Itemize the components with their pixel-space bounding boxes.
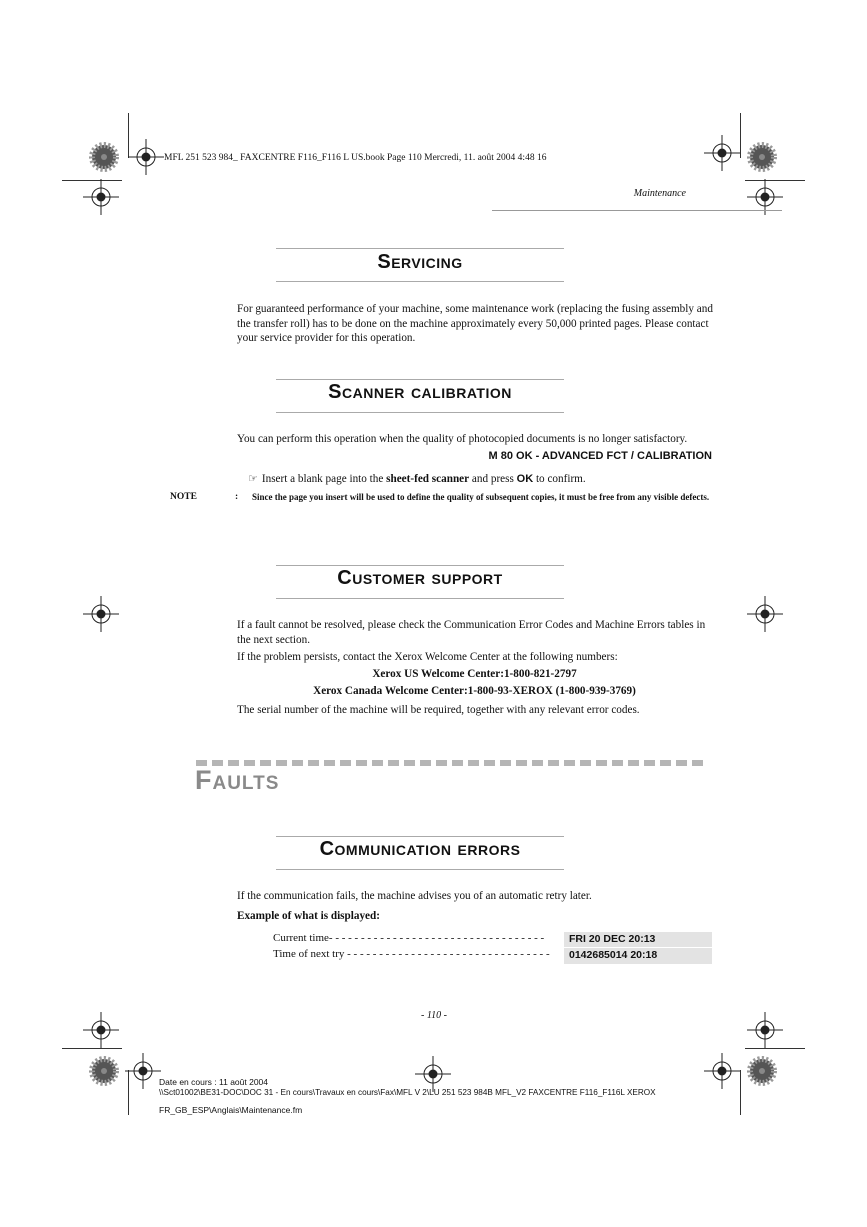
section-title-servicing: Servicing <box>377 251 463 273</box>
section-rule-bottom <box>276 598 564 599</box>
section-rule-bottom <box>276 869 564 870</box>
step-text-bold: sheet-fed scanner <box>386 473 470 485</box>
registration-target-icon <box>747 596 783 632</box>
registration-target-icon <box>83 179 119 215</box>
page-number: - 110 - <box>421 1010 447 1021</box>
header-rule <box>492 210 782 211</box>
section-title-scanner-calibration: Scanner calibration <box>328 381 512 403</box>
communication-errors-body: If the communication fails, the machine advises you of an automatic retry later. <box>237 890 592 902</box>
menu-path: M 80 OK - ADVANCED FCT / CALIBRATION <box>488 450 712 462</box>
display-row-label: Current time- - - - - - - - - - - - - - - - - - - - - - - - - - - - - - - - - - <box>273 932 545 944</box>
us-welcome-center: Xerox US Welcome Center:1-800-821-2797 <box>372 668 577 680</box>
registration-target-icon <box>704 1053 740 1089</box>
step-text-mid: and press <box>469 473 517 485</box>
chapter-title: Maintenance <box>633 188 686 199</box>
registration-target-icon <box>125 1053 161 1089</box>
chapter-title-faults: Faults <box>195 765 280 795</box>
step-text-pre: Insert a blank page into the <box>261 473 387 485</box>
scanner-calibration-body: You can perform this operation when the quality of photocopied documents is no longer satisfactory. <box>237 433 688 445</box>
section-rule-bottom <box>276 412 564 413</box>
support-para-3: The serial number of the machine will be required, together with any relevant error codes. <box>237 704 640 716</box>
footer-date: Date en cours : 11 août 2004 <box>159 1077 269 1087</box>
book-info-line: MFL 251 523 984_ FAXCENTRE F116_F116 L US.book Page 110 Mercredi, 11. août 2004 4:48 16 <box>164 153 547 163</box>
footer-path: \\Sct01002\BE31-DOC\DOC 31 - En cours\Travaux en cours\Fax\MFL V 2\LU 251 523 984B MFL_V2 FAXCENTRE F116_F116L XEROX <box>159 1088 656 1097</box>
note-text: Since the page you insert will be used to define the quality of subsequent copies, it must be free from any visible defects. <box>252 492 710 502</box>
note-label: NOTE <box>170 492 197 502</box>
canada-welcome-center: Xerox Canada Welcome Center:1-800-93-XEROX (1-800-939-3769) <box>313 685 636 697</box>
registration-target-icon <box>704 135 740 171</box>
note-colon: : <box>235 492 239 502</box>
color-star-top-left-icon <box>92 145 116 169</box>
section-title-communication-errors: Communication errors <box>319 838 521 860</box>
example-label: Example of what is displayed: <box>237 910 380 922</box>
instruction-step <box>248 472 586 485</box>
section-rule-top <box>276 836 564 837</box>
servicing-body: For guaranteed performance of your machine, some maintenance work (replacing the fusing assembly and the transfer roll) has to be done on the machine approximately every 50,000 printed pages. Please contact your service provider for this operation. <box>237 303 713 344</box>
color-star-bottom-right-icon <box>750 1059 774 1083</box>
color-star-top-right-icon <box>750 145 774 169</box>
support-para-1: If a fault cannot be resolved, please check the Communication Error Codes and Machine Errors tables in the next section. <box>237 619 706 646</box>
section-rule-top <box>276 379 564 380</box>
display-value: FRI 20 DEC 20:13 <box>564 932 712 947</box>
registration-target-icon <box>747 1012 783 1048</box>
registration-target-icon <box>83 596 119 632</box>
step-text-post: to confirm. <box>533 473 586 485</box>
section-rule-top <box>276 565 564 566</box>
section-rule-bottom <box>276 281 564 282</box>
registration-target-icon <box>83 1012 119 1048</box>
pointing-hand-icon: ☞ <box>248 472 258 485</box>
ok-key-label: OK <box>516 473 534 485</box>
registration-target-icon <box>415 1056 451 1092</box>
footer-file: FR_GB_ESP\Anglais\Maintenance.fm <box>159 1105 303 1115</box>
section-rule-top <box>276 248 564 249</box>
registration-target-icon <box>128 139 164 175</box>
color-star-bottom-left-icon <box>92 1059 116 1083</box>
section-title-customer-support: Customer support <box>337 567 503 589</box>
display-row-label: Time of next try - - - - - - - - - - - - - - - - - - - - - - - - - - - - - - - - <box>273 948 550 960</box>
display-value: 0142685014 20:18 <box>564 948 712 964</box>
support-para-2: If the problem persists, contact the Xerox Welcome Center at the following numbers: <box>237 651 618 663</box>
